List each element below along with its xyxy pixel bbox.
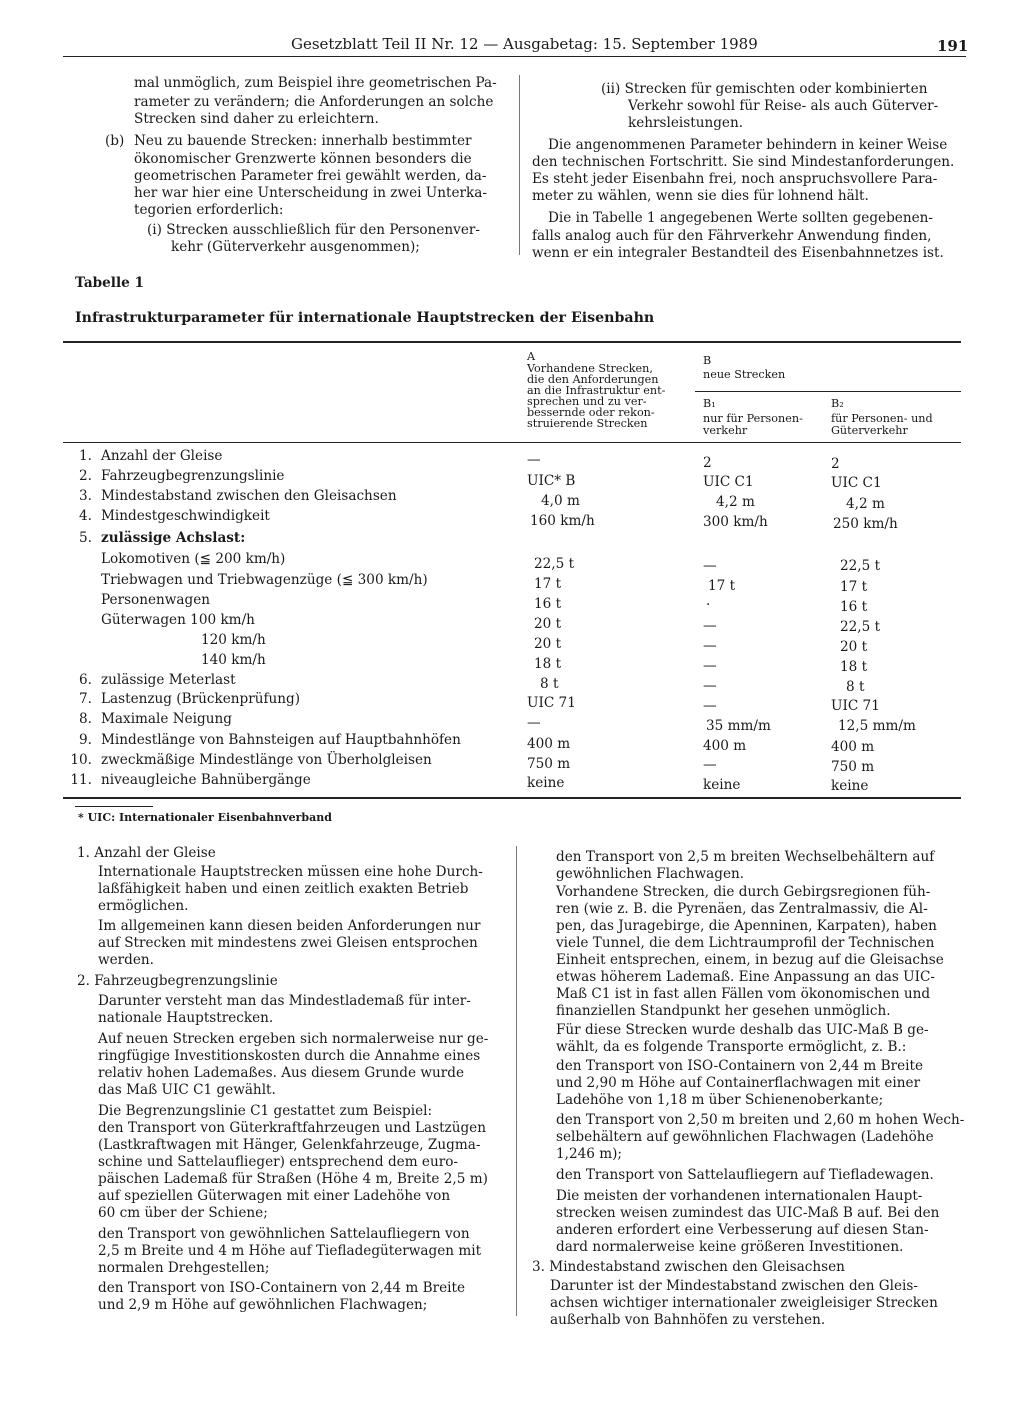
row-label: 140 km/h xyxy=(201,652,266,668)
text-line: Die meisten der vorhandenen internationalen Haupt- xyxy=(556,1188,923,1204)
text-line: 1,246 m); xyxy=(556,1146,623,1162)
col-a-desc: sprechen und zu ver- xyxy=(527,395,647,408)
col-a-desc: die den Anforderungen xyxy=(527,373,659,386)
text-line: achsen wichtiger internationaler zweigleisiger Strecken xyxy=(550,1295,938,1311)
text-line: den Transport von 2,50 m breiten und 2,60 m hohen Wech- xyxy=(556,1112,965,1128)
text-line: viele Tunnel, die dem Lichtraumprofil der Technischen xyxy=(556,935,935,951)
cell-b2: 22,5 t xyxy=(840,619,881,635)
row-number: 6. xyxy=(79,672,92,688)
text-line: auf Strecken mit mindestens zwei Gleisen entsprochen xyxy=(98,935,478,951)
text-line: Neu zu bauende Strecken: innerhalb bestimmter xyxy=(134,133,472,149)
text-line: normalen Drehgestellen; xyxy=(98,1260,270,1276)
cell-b2: 22,5 t xyxy=(840,558,881,574)
text-line: und 2,90 m Höhe auf Containerflachwagen mit einer xyxy=(556,1075,921,1091)
cell-b1: — xyxy=(703,757,717,773)
cell-a: — xyxy=(527,452,541,468)
column-divider xyxy=(516,846,517,1316)
col-a-desc: Vorhandene Strecken, xyxy=(527,362,653,375)
cell-b1: keine xyxy=(703,777,741,793)
cell-a: keine xyxy=(527,775,565,791)
cell-b2: 750 m xyxy=(831,759,875,775)
text-line: das Maß UIC C1 gewählt. xyxy=(98,1082,276,1098)
cell-a: 16 t xyxy=(534,596,562,612)
cell-b2: 2 xyxy=(831,456,840,472)
col-b-rule xyxy=(695,391,961,392)
cell-a: 400 m xyxy=(527,736,571,752)
cell-b2: 16 t xyxy=(840,599,868,615)
text-line: Strecken sind daher zu erleichtern. xyxy=(134,111,379,127)
table-footnote: * UIC: Internationaler Eisenbahnverband xyxy=(78,811,332,824)
text-line: Die in Tabelle 1 angegebenen Werte sollten gegebenen- xyxy=(548,210,933,226)
row-number: 9. xyxy=(79,732,92,748)
row-number: 10. xyxy=(70,752,92,768)
text-line: Darunter versteht man das Mindestlademaß für inter- xyxy=(98,993,471,1009)
row-label: Lastenzug (Brückenprüfung) xyxy=(101,691,301,707)
cell-a: 160 km/h xyxy=(530,513,595,529)
cell-a: 750 m xyxy=(527,756,571,772)
cell-b2: 18 t xyxy=(840,659,868,675)
text-line: den Transport von Sattelaufliegern auf Tiefladewagen. xyxy=(556,1167,934,1183)
row-label: Mindestgeschwindigkeit xyxy=(101,508,270,524)
text-line: pen, das Juragebirge, die Apenninen, Karpaten), haben xyxy=(556,918,937,934)
table-label: Tabelle 1 xyxy=(75,275,144,291)
text-line: gewöhnlichen Flachwagen. xyxy=(556,866,745,882)
table-top-rule xyxy=(63,341,961,343)
text-line: wählt, da es folgende Transporte ermöglicht, z. B.: xyxy=(556,1039,907,1055)
text-line: falls analog auch für den Fährverkehr Anwendung finden, xyxy=(532,228,932,244)
row-label: 120 km/h xyxy=(201,632,266,648)
section-heading: 2. Fahrzeugbegrenzungslinie xyxy=(77,973,278,989)
text-line: den Transport von gewöhnlichen Sattelaufliegern von xyxy=(98,1226,470,1242)
col-b-desc: neue Strecken xyxy=(703,368,786,381)
text-line: Im allgemeinen kann diesen beiden Anforderungen nur xyxy=(98,918,481,934)
cell-b1: · xyxy=(706,597,711,613)
cell-a: 20 t xyxy=(534,636,562,652)
text-line: Verkehr sowohl für Reise- als auch Güterver- xyxy=(628,98,939,114)
list-marker: (b) xyxy=(105,133,125,149)
cell-a: 8 t xyxy=(540,676,559,692)
cell-b2: UIC 71 xyxy=(831,698,880,714)
cell-a: — xyxy=(527,715,541,731)
text-line: (Lastkraftwagen mit Hänger, Gelenkfahrzeuge, Zugma- xyxy=(98,1137,481,1153)
text-line: Es steht jeder Eisenbahn frei, noch anspruchsvollere Para- xyxy=(532,171,938,187)
row-label: Mindestabstand zwischen den Gleisachsen xyxy=(101,488,397,504)
col-b2-desc: für Personen- und xyxy=(831,412,933,425)
text-line: rameter zu verändern; die Anforderungen an solche xyxy=(134,94,494,110)
cell-b2: 12,5 mm/m xyxy=(838,718,916,734)
row-label: Triebwagen und Triebwagenzüge (≦ 300 km/h) xyxy=(101,572,428,588)
column-divider xyxy=(519,75,520,255)
row-number: 11. xyxy=(70,772,92,788)
text-line: Internationale Hauptstrecken müssen eine hohe Durch- xyxy=(98,864,483,880)
table-bottom-rule xyxy=(63,797,961,799)
text-line: den Transport von 2,5 m breiten Wechselbehältern auf xyxy=(556,849,935,865)
cell-a: 4,0 m xyxy=(541,493,580,509)
text-line: den technischen Fortschritt. Sie sind Mindestanforderungen. xyxy=(532,154,955,170)
cell-b2: 20 t xyxy=(840,639,868,655)
cell-b2: 400 m xyxy=(831,739,875,755)
text-line: Die angenommenen Parameter behindern in keiner Weise xyxy=(548,137,948,153)
row-label: Fahrzeugbegrenzungslinie xyxy=(101,468,285,484)
text-line: wenn er ein integraler Bestandteil des Eisenbahnnetzes ist. xyxy=(532,245,944,261)
row-label: zulässige Meterlast xyxy=(101,672,236,688)
row-number: 2. xyxy=(79,468,92,484)
text-line: und 2,9 m Höhe auf gewöhnlichen Flachwagen; xyxy=(98,1297,428,1313)
row-label: zulässige Achslast: xyxy=(101,530,246,546)
text-line: 60 cm über der Schiene; xyxy=(98,1205,268,1221)
text-line: ökonomischer Grenzwerte können besonders die xyxy=(134,151,472,167)
text-line: Die Begrenzungslinie C1 gestattet zum Beispiel: xyxy=(98,1103,433,1119)
row-number: 3. xyxy=(79,488,92,504)
col-a-desc: an die Infrastruktur ent- xyxy=(527,384,666,397)
text-line: werden. xyxy=(98,952,155,968)
text-line: den Transport von Güterkraftfahrzeugen und Lastzügen xyxy=(98,1120,486,1136)
row-label: Maximale Neigung xyxy=(101,711,232,727)
cell-b1: 400 m xyxy=(703,738,747,754)
section-heading: 1. Anzahl der Gleise xyxy=(77,845,216,861)
text-line: nationale Hauptstrecken. xyxy=(98,1010,274,1026)
cell-a: 18 t xyxy=(534,656,562,672)
cell-b1: — xyxy=(703,618,717,634)
text-line: strecken weisen zumindest das UIC-Maß B auf. Bei den xyxy=(556,1205,940,1221)
text-line: tegorien erforderlich: xyxy=(134,202,284,218)
row-label: niveaugleiche Bahnübergänge xyxy=(101,772,311,788)
table-header-rule xyxy=(63,442,961,443)
text-line: mal unmöglich, zum Beispiel ihre geometrischen Pa- xyxy=(134,75,497,91)
text-line: ringfügige Investitionskosten durch die Annahme eines xyxy=(98,1048,481,1064)
text-line: laßfähigkeit haben und einen zeitlich exakten Betrieb xyxy=(98,881,469,897)
cell-a: 22,5 t xyxy=(534,556,575,572)
text-line: relativ hohen Lademaßes. Aus diesem Grunde wurde xyxy=(98,1065,465,1081)
col-b1-letter: B₁ xyxy=(703,397,716,410)
cell-b1: UIC C1 xyxy=(703,474,754,490)
row-number: 7. xyxy=(79,691,92,707)
cell-a: 17 t xyxy=(534,576,562,592)
text-line: etwas höherem Lademaß. Eine Anpassung an das UIC- xyxy=(556,969,935,985)
row-label: Mindestlänge von Bahnsteigen auf Hauptbahnhöfen xyxy=(101,732,461,748)
col-b1-desc: verkehr xyxy=(703,424,748,437)
page-number: 191 xyxy=(937,37,969,55)
cell-b2: 250 km/h xyxy=(833,516,898,532)
text-line: Auf neuen Strecken ergeben sich normalerweise nur ge- xyxy=(98,1031,489,1047)
text-line: kehr (Güterverkehr ausgenommen); xyxy=(171,239,420,255)
text-line: dard normalerweise keine größeren Investitionen. xyxy=(556,1239,904,1255)
header-rule xyxy=(63,56,966,57)
col-b1-desc: nur für Personen- xyxy=(703,412,803,425)
text-line: den Transport von ISO-Containern von 2,44 m Breite xyxy=(98,1280,466,1296)
row-label: zweckmäßige Mindestlänge von Überholgleisen xyxy=(101,752,432,768)
col-a-letter: A xyxy=(527,350,536,363)
cell-b2: 17 t xyxy=(840,579,868,595)
text-line: kehrsleistungen. xyxy=(628,115,744,131)
text-line: Einheit entsprechen, einem, in bezug auf die Gleisachse xyxy=(556,952,944,968)
text-line: finanziellen Standpunkt her gesehen unmöglich. xyxy=(556,1003,891,1019)
text-line: ermöglichen. xyxy=(98,898,189,914)
cell-b1: 17 t xyxy=(708,578,736,594)
text-line: Maß C1 ist in fast allen Fällen vom ökonomischen und xyxy=(556,986,931,1002)
row-number: 8. xyxy=(79,711,92,727)
cell-b1: — xyxy=(703,558,717,574)
col-b-letter: B xyxy=(703,354,712,367)
cell-b1: 4,2 m xyxy=(716,494,755,510)
cell-b1: — xyxy=(703,658,717,674)
col-a-desc: bessernde oder rekon- xyxy=(527,406,655,419)
cell-b2: 8 t xyxy=(846,679,865,695)
text-line: anderen erfordert eine Verbesserung auf diesen Stan- xyxy=(556,1222,929,1238)
cell-b1: 2 xyxy=(703,455,712,471)
col-a-desc: struierende Strecken xyxy=(527,417,648,430)
text-line: selbehältern auf gewöhnlichen Flachwagen (Ladehöhe xyxy=(556,1129,934,1145)
cell-b1: — xyxy=(703,698,717,714)
section-heading: 3. Mindestabstand zwischen den Gleisachsen xyxy=(532,1259,845,1275)
text-line: 2,5 m Breite und 4 m Höhe auf Tiefladegüterwagen mit xyxy=(98,1243,482,1259)
text-line: (ii) Strecken für gemischten oder kombinierten xyxy=(601,81,928,97)
row-number: 5. xyxy=(79,530,92,546)
cell-b2: 4,2 m xyxy=(846,496,885,512)
text-line: her war hier eine Unterscheidung in zwei Unterka- xyxy=(134,185,487,201)
text-line: geometrischen Parameter frei gewählt werden, da- xyxy=(134,168,487,184)
text-line: Ladehöhe von 1,18 m über Schienenoberkante; xyxy=(556,1092,884,1108)
text-line: ren (wie z. B. die Pyrenäen, das Zentralmassiv, die Al- xyxy=(556,901,928,917)
text-line: Vorhandene Strecken, die durch Gebirgsregionen füh- xyxy=(556,884,931,900)
row-label: Lokomotiven (≦ 200 km/h) xyxy=(101,551,286,567)
cell-a: 20 t xyxy=(534,616,562,632)
col-b2-desc: Güterverkehr xyxy=(831,424,908,437)
cell-b1: — xyxy=(703,638,717,654)
text-line: Für diese Strecken wurde deshalb das UIC-Maß B ge- xyxy=(556,1022,929,1038)
cell-a: UIC* B xyxy=(527,473,576,489)
row-label: Güterwagen 100 km/h xyxy=(101,612,255,628)
text-line: auf speziellen Güterwagen mit einer Ladehöhe von xyxy=(98,1188,451,1204)
text-line: päischen Lademaß für Straßen (Höhe 4 m, Breite 2,5 m) xyxy=(98,1171,488,1187)
table-title: Infrastrukturparameter für internationale Hauptstrecken der Eisenbahn xyxy=(75,310,655,326)
text-line: Darunter ist der Mindestabstand zwischen den Gleis- xyxy=(550,1278,918,1294)
text-line: außerhalb von Bahnhöfen zu verstehen. xyxy=(550,1312,826,1328)
footnote-rule xyxy=(75,806,153,807)
row-label: Personenwagen xyxy=(101,592,211,608)
cell-b1: 35 mm/m xyxy=(706,718,771,734)
row-label: Anzahl der Gleise xyxy=(101,448,223,464)
cell-b2: keine xyxy=(831,778,869,794)
text-line: den Transport von ISO-Containern von 2,44 m Breite xyxy=(556,1058,924,1074)
text-line: meter zu wählen, wenn sie dies für lohnend hält. xyxy=(532,188,869,204)
row-number: 1. xyxy=(79,448,92,464)
cell-a: UIC 71 xyxy=(527,695,576,711)
cell-b1: 300 km/h xyxy=(703,514,768,530)
col-b2-letter: B₂ xyxy=(831,397,844,410)
text-line: (i) Strecken ausschließlich für den Personenver- xyxy=(147,222,480,238)
text-line: schine und Sattelauflieger) entsprechend dem euro- xyxy=(98,1154,458,1170)
cell-b1: — xyxy=(703,678,717,694)
row-number: 4. xyxy=(79,508,92,524)
cell-b2: UIC C1 xyxy=(831,475,882,491)
page-header-title: Gesetzblatt Teil II Nr. 12 — Ausgabetag: 15. September 1989 xyxy=(291,35,758,53)
